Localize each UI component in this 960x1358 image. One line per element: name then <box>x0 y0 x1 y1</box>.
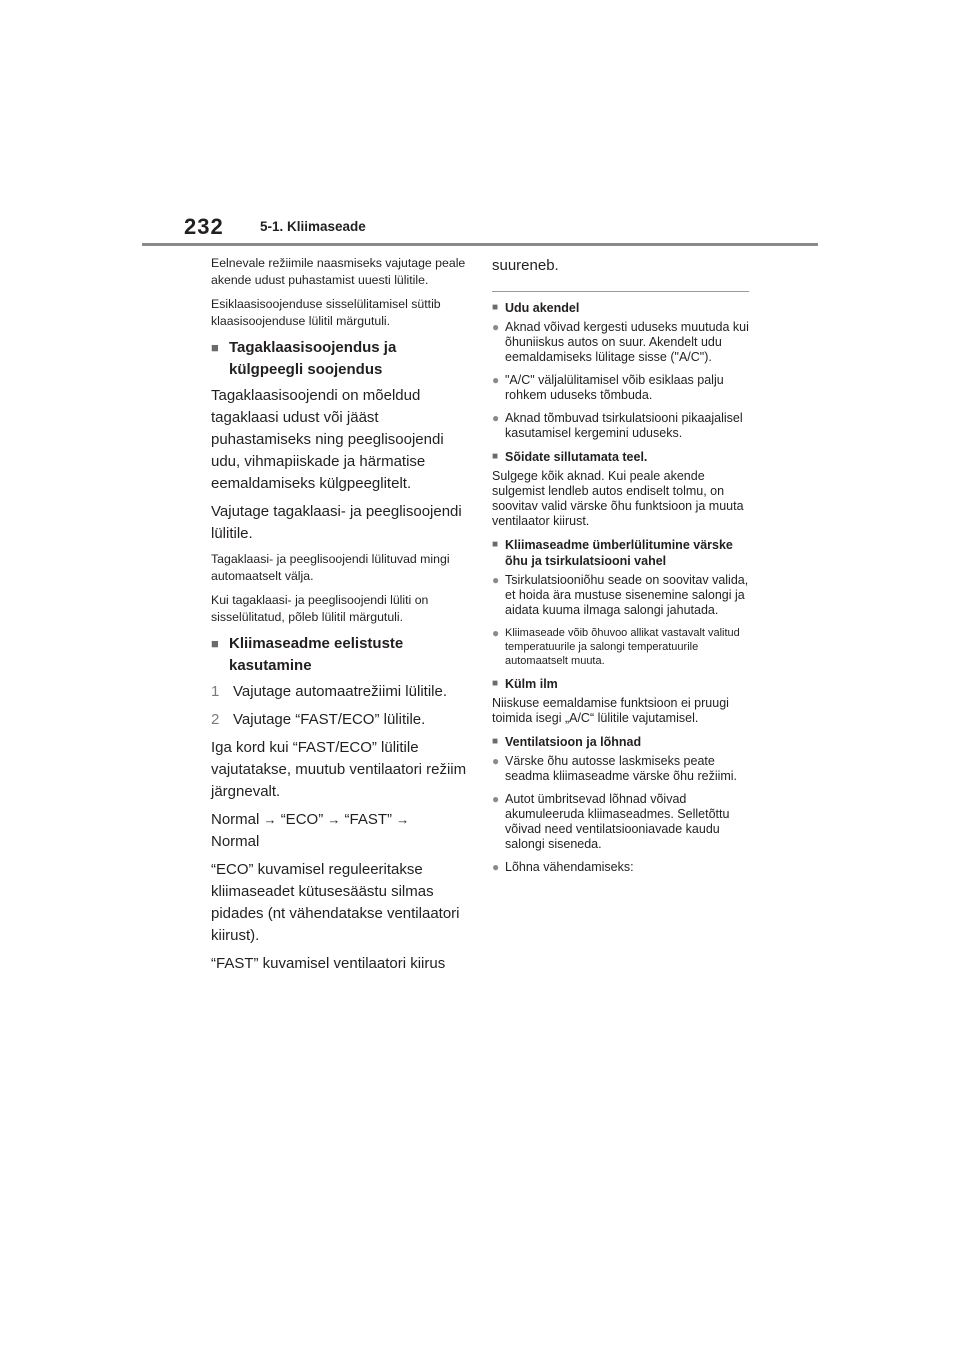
square-bullet-icon: ■ <box>492 539 499 550</box>
list-item <box>492 626 754 668</box>
note-auto-off: Tagaklaasi- ja peeglisoojendi lülituvad mingi automaatselt välja. <box>211 552 450 583</box>
heading-air-source-switch <box>492 537 754 569</box>
bullet-icon: ● <box>492 792 500 806</box>
arrow-right-icon: → <box>263 812 277 827</box>
heading-text: Sõidate sillutamata teel. <box>505 450 648 464</box>
heading-fogged-windows <box>492 300 754 316</box>
note-windshield-indicator: Esiklaasisoojenduse sisselülitamisel süttib klaasisoojenduse lülitil märgutuli. <box>211 297 441 328</box>
heading-text: Udu akendel <box>505 301 580 315</box>
step-number: 1 <box>211 683 220 700</box>
fast-description-continued: suureneb. <box>492 257 559 274</box>
bullet-icon: ● <box>492 320 500 334</box>
list-item-text: "A/C" väljalülitamisel võib esiklaas palju rohkem uduseks tõmbuda. <box>505 373 724 402</box>
square-bullet-icon: ■ <box>492 736 499 747</box>
arrow-right-icon: → <box>327 812 341 827</box>
mode-eco: “ECO” <box>280 811 324 828</box>
mode-normal: Normal <box>211 811 260 828</box>
list-item <box>492 373 754 403</box>
header-divider <box>142 243 818 246</box>
eco-description: “ECO” kuvamisel reguleeritakse kliimaseadet kütusesäästu silmas pidades (nt vähendatakse ventilaatori kiirust). <box>211 861 460 944</box>
heading-cold-weather <box>492 676 754 692</box>
step-number: 2 <box>211 711 220 728</box>
heading-text: Kliimaseadme ümberlülitumine värske õhu ja tsirkulatsiooni vahel <box>505 538 733 568</box>
page-number: 232 <box>184 214 224 239</box>
rear-defogger-description: Tagaklaasisoojendi on mõeldud tagaklaasi udust või jääst puhastamiseks ning peeglisoojendi udu, vihmapiiskade ja härmatise eemaldamiseks külgpeeglitelt. <box>211 387 444 492</box>
step-text: Vajutage automaatrežiimi lülitile. <box>233 683 447 700</box>
info-divider <box>492 291 749 292</box>
unpaved-road-text: Sulgege kõik aknad. Kui peale akende sulgemist lendleb autos endiselt tolmu, on soovitav valid värske õhu funktsioon ja muuta ventilaator kiirust. <box>492 469 744 528</box>
arrow-right-icon: → <box>396 812 410 827</box>
list-item-text: Autot ümbritsevad lõhnad võivad akumuleeruda kliimaseadmes. Selletõttu võivad need ventilatsiooniavade kaudu salongi siseneda. <box>505 792 730 851</box>
list-item-text: Aknad võivad kergesti uduseks muutuda kui õhuniiskus autos on suur. Akendelt udu eemaldamiseks lülitage sisse ("A/C"). <box>505 320 749 364</box>
square-bullet-icon: ■ <box>211 340 219 355</box>
heading-ventilation-odors <box>492 734 754 750</box>
note-indicator-lit: Kui tagaklaasi- ja peeglisoojendi lüliti on sisselülitatud, põleb lülitil märgutuli. <box>211 593 429 624</box>
list-item <box>492 792 754 852</box>
fan-mode-description: Iga kord kui “FAST/ECO” lülitile vajutatakse, muutub ventilaatori režiim järgnevalt. <box>211 739 467 800</box>
step-1 <box>211 681 473 703</box>
list-item <box>492 573 754 618</box>
list-item-text: Kliimaseade võib õhuvoo allikat vastavalt valitud temperatuurile ja salongi temperatuurile automaatselt muuta. <box>505 627 740 667</box>
list-item <box>492 411 754 441</box>
mode-sequence <box>211 809 473 853</box>
heading-text: Ventilatsioon ja lõhnad <box>505 735 642 749</box>
left-column <box>211 255 473 981</box>
list-item <box>492 860 754 875</box>
square-bullet-icon: ■ <box>492 451 499 462</box>
heading-text: Külm ilm <box>505 677 558 691</box>
heading-text: Tagaklaasisoojendus ja külgpeegli soojendus <box>229 339 397 378</box>
list-item-text: Värske õhu autosse laskmiseks peate seadma kliimaseadme värske õhu režiimi. <box>505 754 738 783</box>
right-column <box>492 255 754 883</box>
list-item-text: Lõhna vähendamiseks: <box>505 860 634 874</box>
step-2 <box>211 709 473 731</box>
list-item-text: Aknad tõmbuvad tsirkulatsiooni pikaajalisel kasutamisel kergemini uduseks. <box>505 411 743 440</box>
mode-fast: “FAST” <box>344 811 393 828</box>
heading-preferences <box>211 633 473 677</box>
heading-text: Kliimaseadme eelistuste kasutamine <box>229 635 404 674</box>
bullet-icon: ● <box>492 373 500 387</box>
cold-weather-text: Niiskuse eemaldamise funktsioon ei pruugi toimida isegi „A/C“ lülitile vajutamisel. <box>492 696 729 725</box>
rear-defogger-instruction: Vajutage tagaklaasi- ja peeglisoojendi lülitile. <box>211 503 462 542</box>
note-restore-mode: Eelnevale režiimile naasmiseks vajutage peale akende udust puhastamist uuesti lülitile. <box>211 256 466 287</box>
heading-unpaved-road <box>492 449 754 465</box>
step-text: Vajutage “FAST/ECO” lülitile. <box>233 711 426 728</box>
bullet-icon: ● <box>492 860 500 874</box>
list-item <box>492 754 754 784</box>
square-bullet-icon: ■ <box>492 302 499 313</box>
square-bullet-icon: ■ <box>492 678 499 689</box>
heading-rear-defogger <box>211 337 473 381</box>
list-item <box>492 320 754 365</box>
bullet-icon: ● <box>492 626 500 640</box>
bullet-icon: ● <box>492 411 500 425</box>
fast-description: “FAST” kuvamisel ventilaatori kiirus <box>211 955 446 972</box>
bullet-icon: ● <box>492 573 500 587</box>
bullet-icon: ● <box>492 754 500 768</box>
square-bullet-icon: ■ <box>211 636 219 651</box>
list-item-text: Tsirkulatsiooniõhu seade on soovitav valida, et hoida ära mustuse sisenemine salongi ja aidata kuuma ilmaga salongi jahutada. <box>505 573 749 617</box>
section-title: 5-1. Kliimaseade <box>260 219 366 234</box>
mode-normal: Normal <box>211 833 260 850</box>
